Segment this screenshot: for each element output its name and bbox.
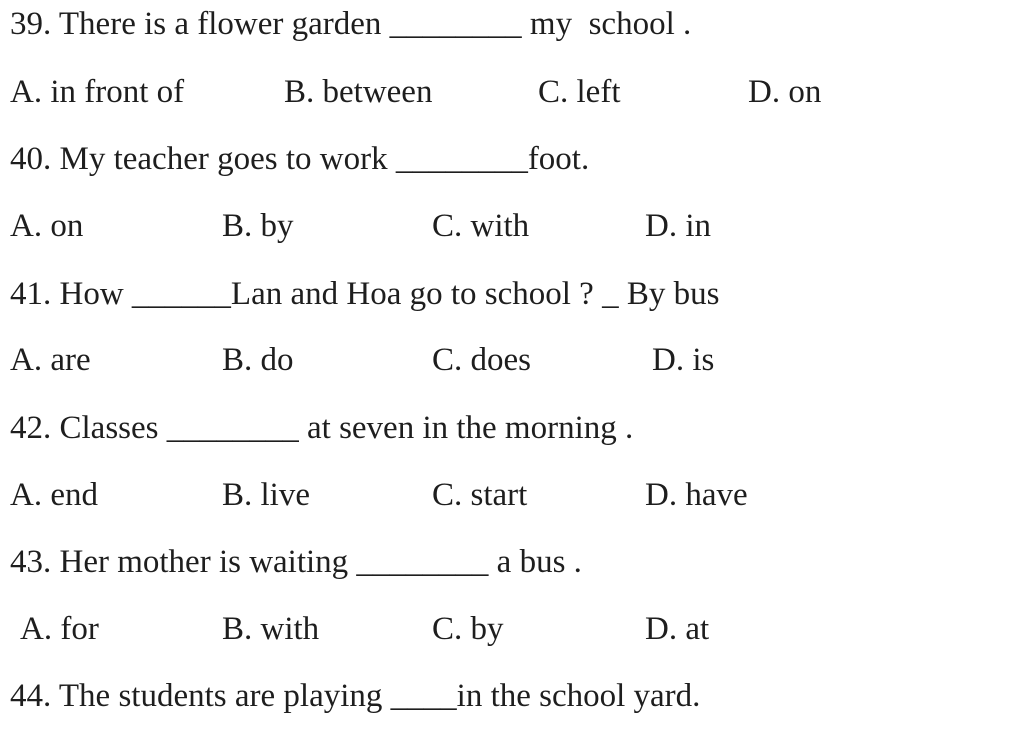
question-42-option-c[interactable]: C. start	[432, 477, 528, 513]
question-39-option-c[interactable]: C. left	[538, 74, 621, 110]
question-39-option-b[interactable]: B. between	[284, 74, 433, 110]
question-43-option-c[interactable]: C. by	[432, 611, 504, 647]
question-40-option-b[interactable]: B. by	[222, 208, 294, 244]
question-42-option-b[interactable]: B. live	[222, 477, 310, 513]
question-43-option-b[interactable]: B. with	[222, 611, 320, 647]
question-41-option-b[interactable]: B. do	[222, 342, 294, 378]
question-40-option-c[interactable]: C. with	[432, 208, 530, 244]
question-42-stem: 42. Classes ________ at seven in the morning .	[10, 410, 634, 446]
question-42-option-d[interactable]: D. have	[645, 477, 748, 513]
question-43-option-d[interactable]: D. at	[645, 611, 710, 647]
question-40-stem: 40. My teacher goes to work ________foot.	[10, 141, 590, 177]
question-43-option-a[interactable]: A. for	[20, 611, 99, 647]
question-42-option-a[interactable]: A. end	[10, 477, 98, 513]
question-39-option-a[interactable]: A. in front of	[10, 74, 185, 110]
question-40-option-a[interactable]: A. on	[10, 208, 84, 244]
question-43-stem: 43. Her mother is waiting ________ a bus .	[10, 544, 582, 580]
question-41-stem: 41. How ______Lan and Hoa go to school ? _ By bus	[10, 276, 720, 312]
question-40-option-d[interactable]: D. in	[645, 208, 711, 244]
question-44-stem: 44. The students are playing ____in the school yard.	[10, 678, 701, 714]
question-39-option-d[interactable]: D. on	[748, 74, 822, 110]
question-41-option-c[interactable]: C. does	[432, 342, 531, 378]
question-39-stem: 39. There is a flower garden ________ my school .	[10, 6, 692, 42]
question-41-option-a[interactable]: A. are	[10, 342, 91, 378]
question-41-option-d[interactable]: D. is	[652, 342, 715, 378]
